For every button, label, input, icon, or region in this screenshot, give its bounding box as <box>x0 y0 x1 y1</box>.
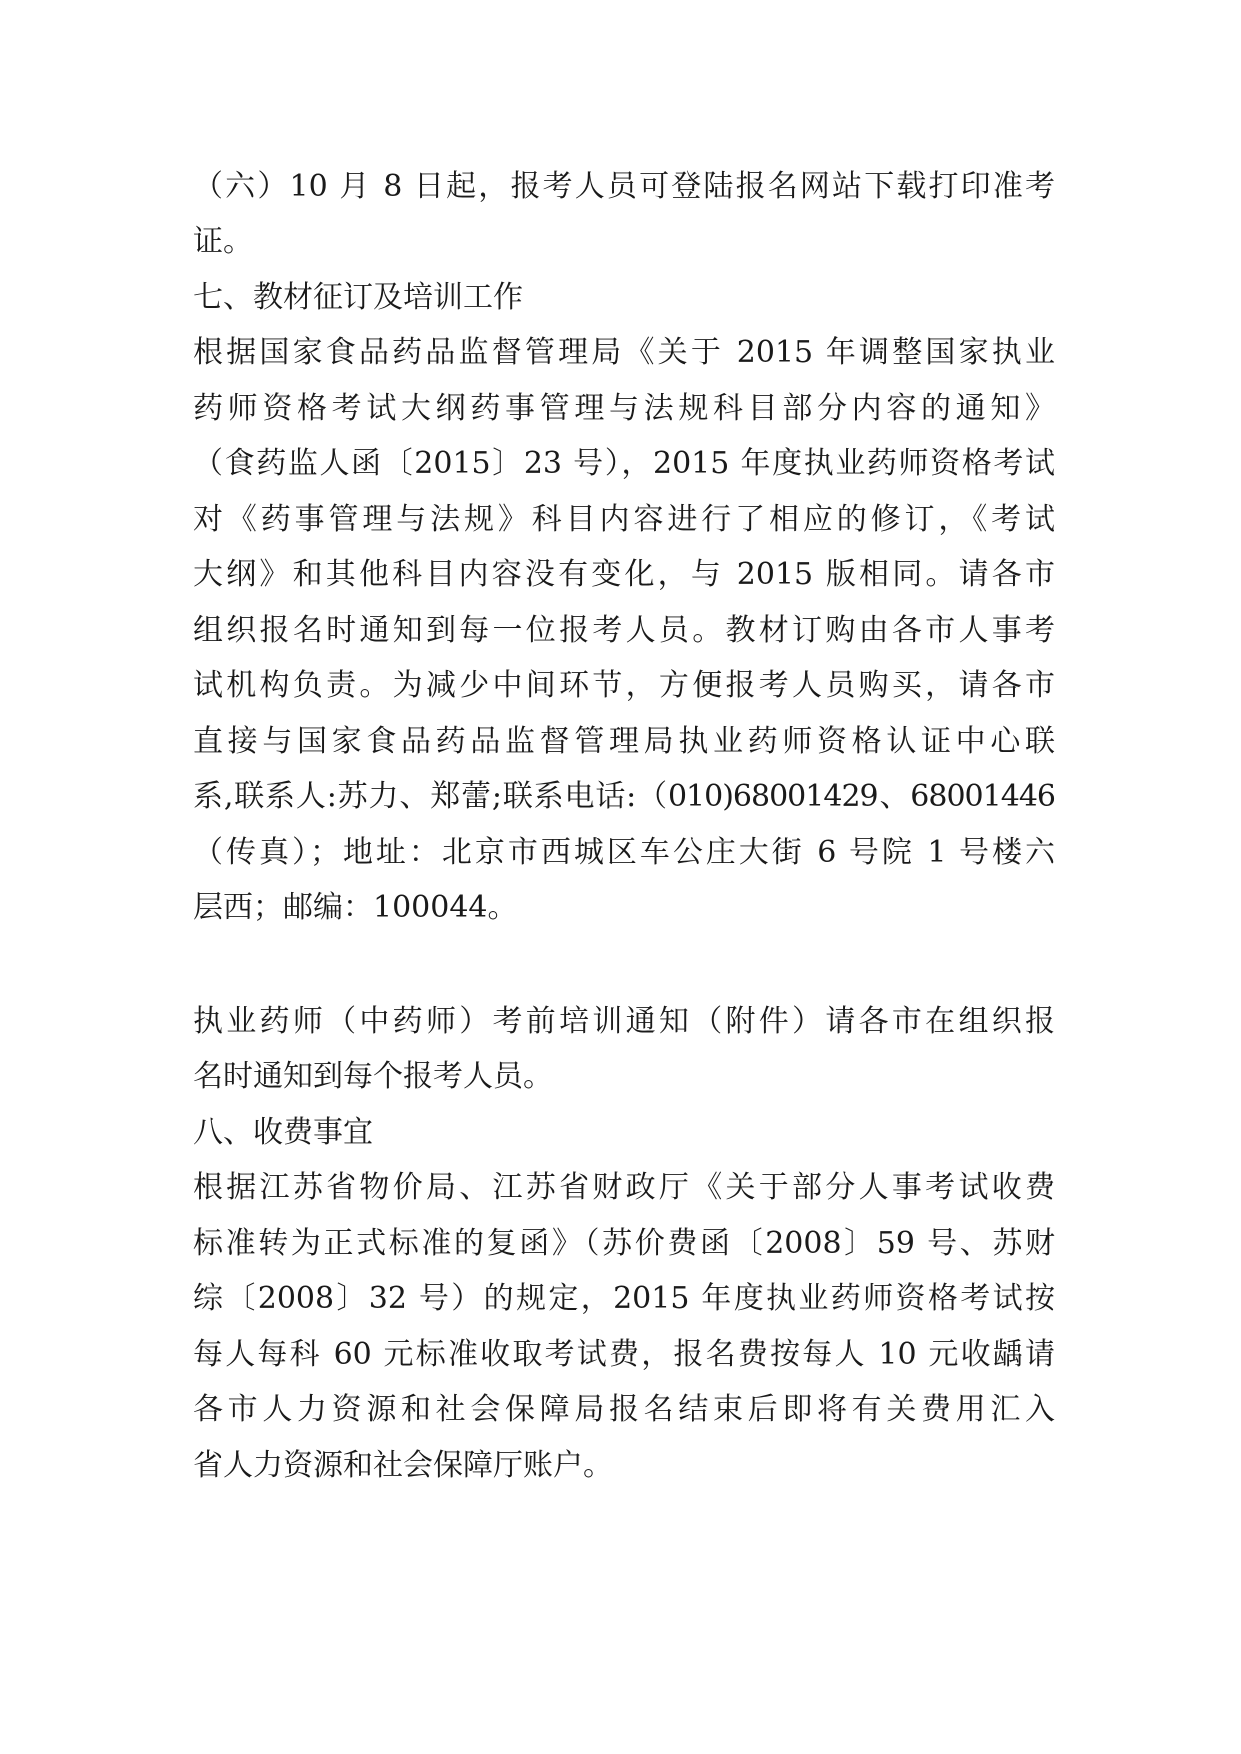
text-line: 综〔2008〕32 号）的规定，2015 年度执业药师资格考试按 <box>193 1281 1055 1316</box>
text-line: 药师资格考试大纲药事管理与法规科目部分内容的通知》 <box>193 391 1055 426</box>
text-line: 层西；邮编：100044。 <box>193 890 518 925</box>
text-line: （食药监人函〔2015〕23 号），2015 年度执业药师资格考试 <box>193 446 1055 481</box>
text-line: 对《药事管理与法规》科目内容进行了相应的修订，《考试 <box>193 502 1055 537</box>
text-line: 根据江苏省物价局、江苏省财政厅《关于部分人事考试收费 <box>193 1170 1055 1205</box>
text-line: 省人力资源和社会保障厅账户。 <box>193 1448 613 1483</box>
text-line: 组织报名时通知到每一位报考人员。教材订购由各市人事考 <box>193 613 1055 648</box>
text-line: 每人每科 60 元标准收取考试费，报名费按每人 10 元收龋请 <box>193 1337 1055 1372</box>
text-line: 大纲》和其他科目内容没有变化，与 2015 版相同。请各市 <box>193 557 1055 592</box>
text-line: 证。 <box>193 224 253 259</box>
section-heading: 八、收费事宜 <box>193 1115 373 1150</box>
text-line: 各市人力资源和社会保障局报名结束后即将有关费用汇入 <box>193 1392 1055 1427</box>
text-line: 标准转为正式标准的复函》（苏价费函〔2008〕59 号、苏财 <box>193 1226 1055 1261</box>
text-line: 根据国家食品药品监督管理局《关于 2015 年调整国家执业 <box>193 335 1055 370</box>
text-line: 系,联系人:苏力、郑蕾;联系电话:（010)68001429、68001446 <box>193 779 1055 814</box>
text-line: 直接与国家食品药品监督管理局执业药师资格认证中心联 <box>193 724 1055 759</box>
text-line: 名时通知到每个报考人员。 <box>193 1059 553 1094</box>
text-line: 执业药师（中药师）考前培训通知（附件）请各市在组织报 <box>193 1004 1055 1039</box>
section-heading: 七、教材征订及培训工作 <box>193 280 523 315</box>
text-line: （传真）；地址：北京市西城区车公庄大街 6 号院 1 号楼六 <box>193 835 1055 870</box>
text-line: 试机构负责。为减少中间环节，方便报考人员购买，请各市 <box>193 668 1055 703</box>
text-line: （六）10 月 8 日起，报考人员可登陆报名网站下载打印准考 <box>193 169 1055 204</box>
